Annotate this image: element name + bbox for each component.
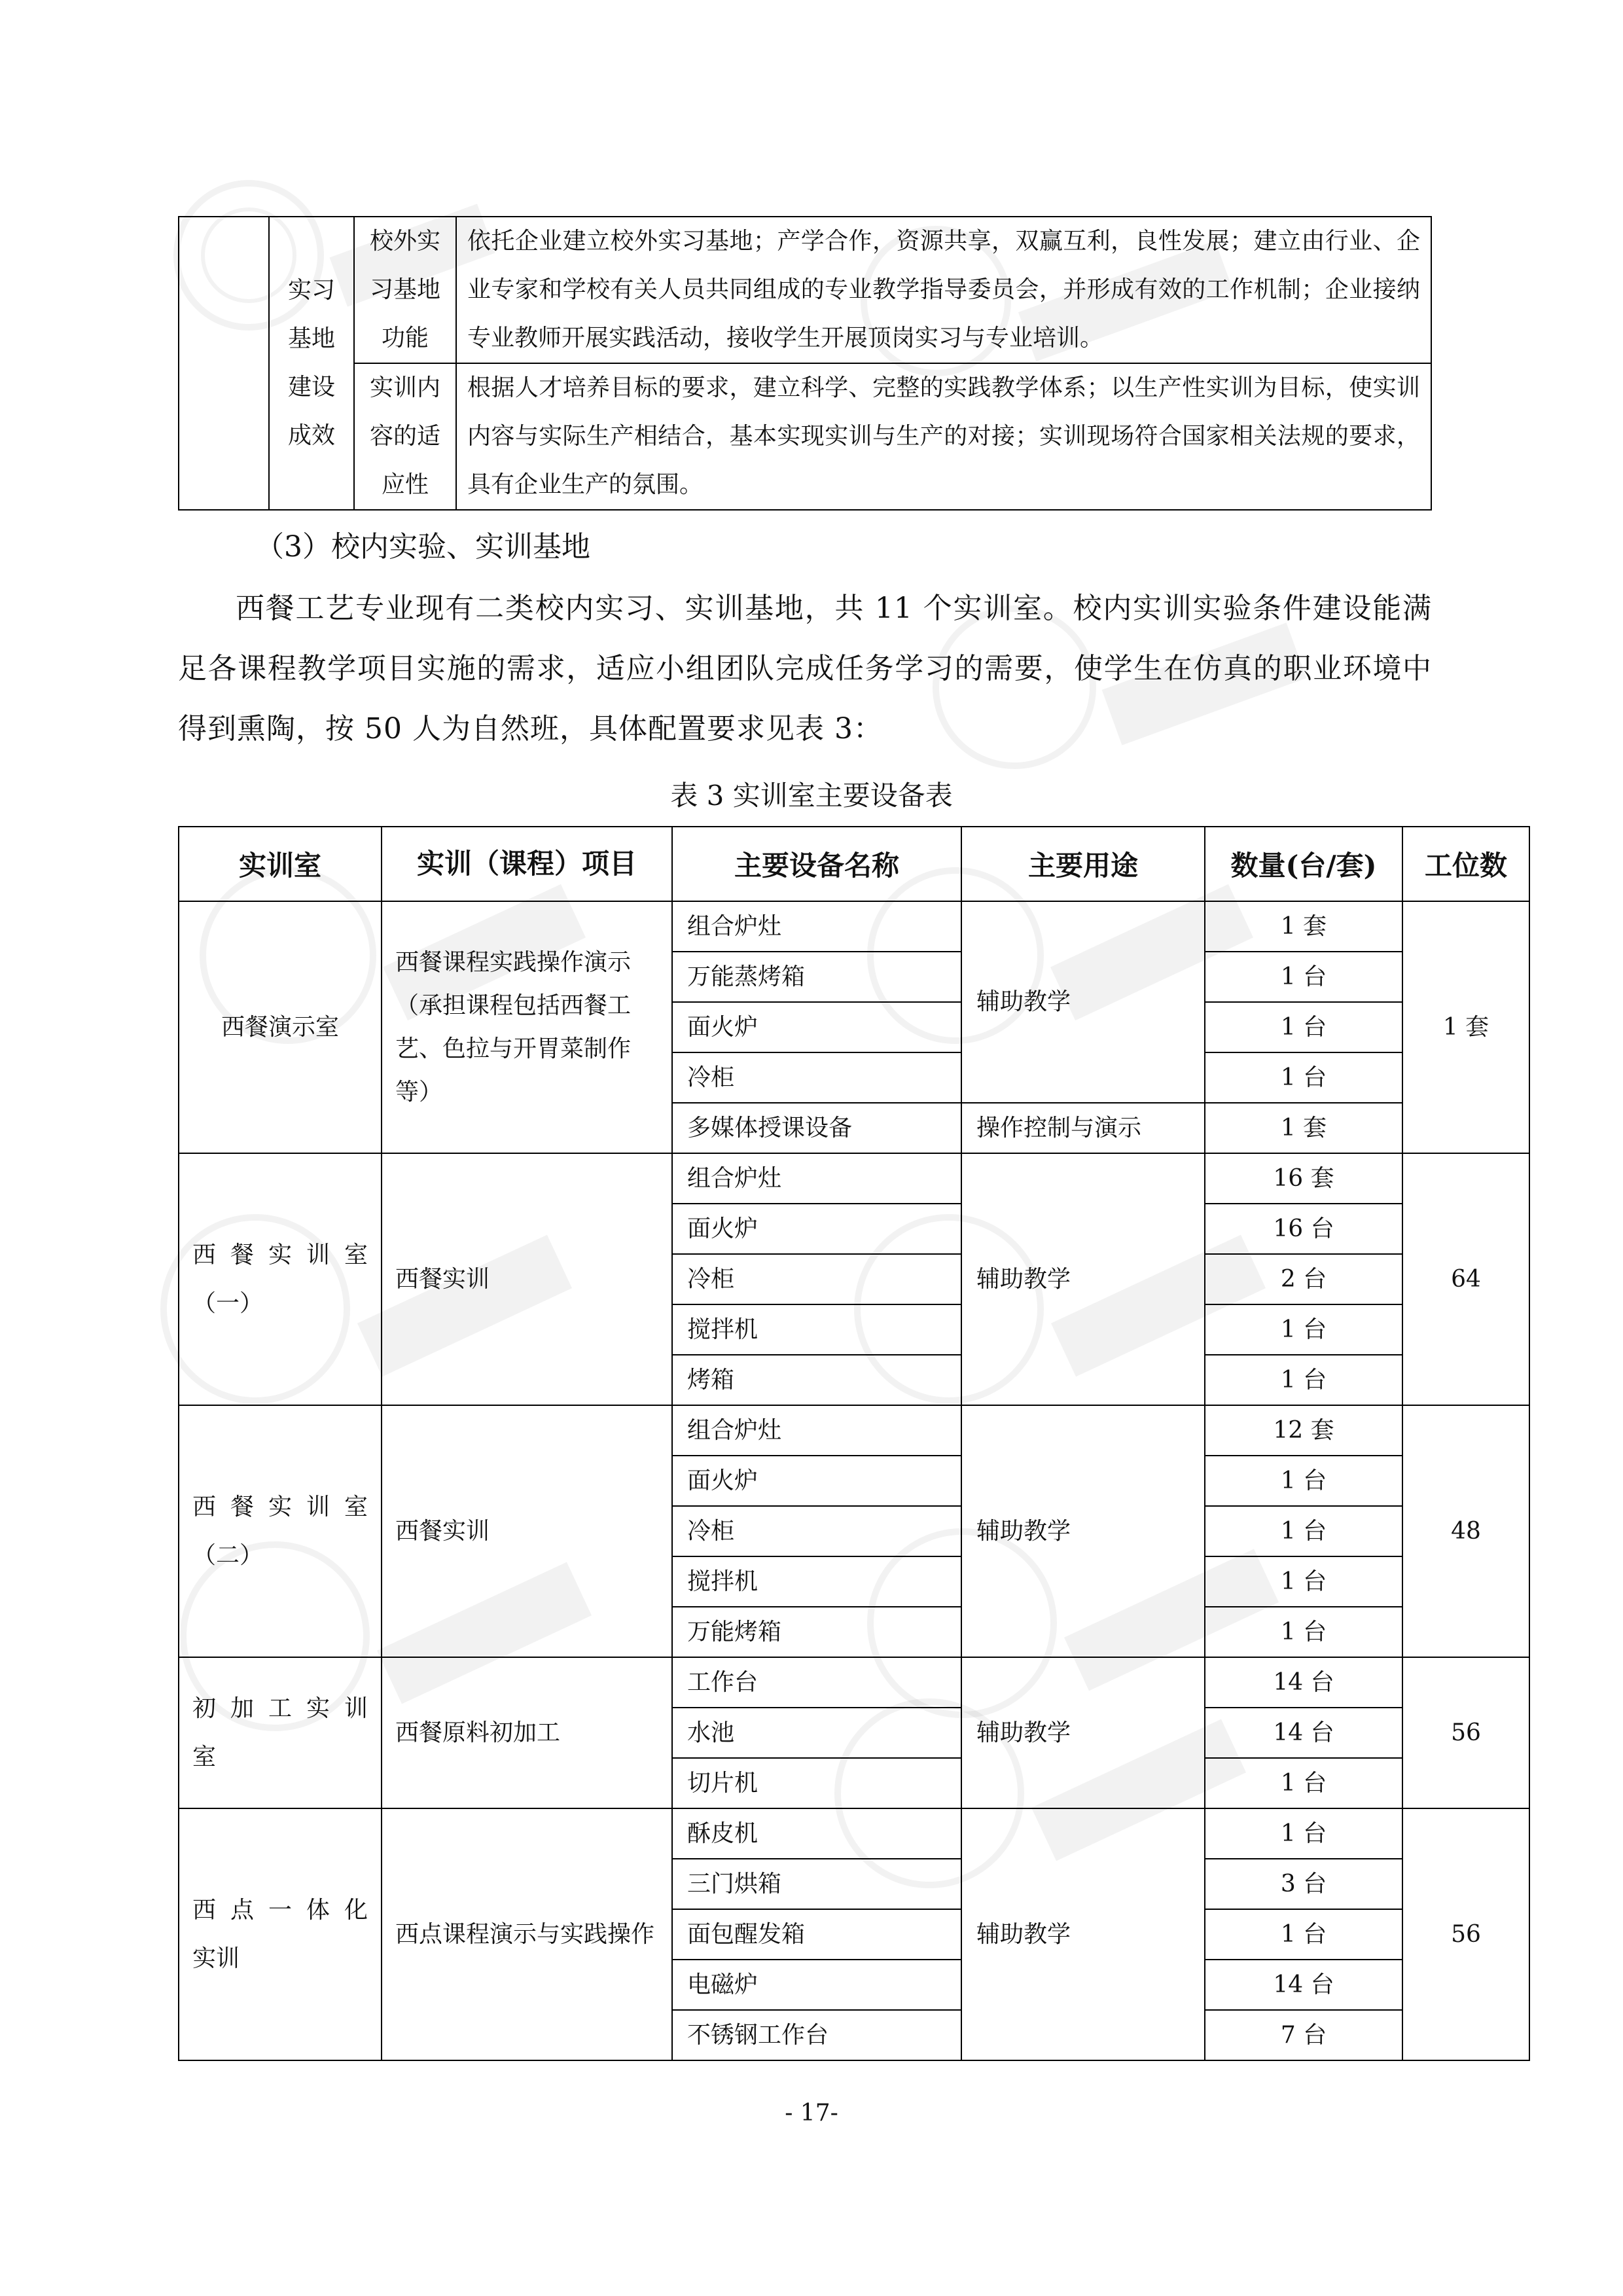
table-cell-blank <box>179 217 269 510</box>
quantity-cell: 1 台 <box>1205 1808 1402 1859</box>
header-room: 实训室 <box>179 827 382 901</box>
room-cell: 初 加 工 实 训 室 <box>179 1657 382 1808</box>
equipment-name-cell: 水池 <box>672 1708 961 1758</box>
equipment-name-cell: 烤箱 <box>672 1355 961 1405</box>
quantity-cell: 14 台 <box>1205 1657 1402 1708</box>
equipment-table <box>178 826 1530 2061</box>
description-cell: 依托企业建立校外实习基地；产学合作，资源共享，双赢互利，良性发展；建立由行业、企业专家和学校有关人员共同组成的专业教学指导委员会，并形成有效的工作机制；企业接纳专业教师开展实践活动，接收学生开展顶岗实习与专业培训。 <box>456 217 1431 363</box>
equipment-name-cell: 切片机 <box>672 1758 961 1808</box>
quantity-cell: 2 台 <box>1205 1254 1402 1304</box>
equipment-name-cell: 冷柜 <box>672 1506 961 1556</box>
room-cell: 西 餐 实 训 室（二） <box>179 1405 382 1657</box>
project-cell: 西点课程演示与实践操作 <box>382 1808 672 2060</box>
table-row <box>179 1808 1529 1859</box>
header-quantity: 数量(台/套) <box>1205 827 1402 901</box>
quantity-cell: 1 台 <box>1205 1909 1402 1960</box>
use-cell: 操作控制与演示 <box>961 1103 1205 1153</box>
equipment-name-cell: 冷柜 <box>672 1052 961 1103</box>
project-cell: 西餐原料初加工 <box>382 1657 672 1808</box>
equipment-name-cell: 搅拌机 <box>672 1304 961 1355</box>
equipment-name-cell: 电磁炉 <box>672 1960 961 2010</box>
category-label: 实习基地建设成效 <box>287 277 335 449</box>
table-row <box>179 363 1431 510</box>
table-row <box>179 901 1529 952</box>
table-row <box>179 1153 1529 1204</box>
equipment-name-cell: 冷柜 <box>672 1254 961 1304</box>
equipment-name-cell: 工作台 <box>672 1657 961 1708</box>
room-cell: 西餐演示室 <box>179 901 382 1153</box>
equipment-name-cell: 组合炉灶 <box>672 901 961 952</box>
equipment-name-cell: 不锈钢工作台 <box>672 2010 961 2060</box>
equipment-name-cell: 组合炉灶 <box>672 1405 961 1456</box>
quantity-cell: 1 台 <box>1205 1355 1402 1405</box>
equipment-name-cell: 搅拌机 <box>672 1556 961 1607</box>
stations-cell: 1 套 <box>1402 901 1529 1153</box>
room-cell: 西 点 一 体 化 实训 <box>179 1808 382 2060</box>
use-cell: 辅助教学 <box>961 1153 1205 1405</box>
stations-cell: 56 <box>1402 1657 1529 1808</box>
equipment-name-cell: 面包醒发箱 <box>672 1909 961 1960</box>
description-cell: 根据人才培养目标的要求，建立科学、完整的实践教学体系；以生产性实训为目标，使实训内容与实际生产相结合，基本实现实训与生产的对接；实训现场符合国家相关法规的要求，具有企业生产的氛围。 <box>456 363 1431 510</box>
quantity-cell: 16 套 <box>1205 1153 1402 1204</box>
quantity-cell: 3 台 <box>1205 1859 1402 1909</box>
room-cell: 西 餐 实 训 室（一） <box>179 1153 382 1405</box>
quantity-cell: 1 套 <box>1205 1103 1402 1153</box>
equipment-table-body <box>179 901 1529 2060</box>
quantity-cell: 1 台 <box>1205 1556 1402 1607</box>
sub-label: 校外实习基地功能 <box>369 228 440 351</box>
project-cell: 西餐实训 <box>382 1405 672 1657</box>
quantity-cell: 1 台 <box>1205 952 1402 1002</box>
use-cell: 辅助教学 <box>961 1808 1205 2060</box>
table-header-row <box>179 827 1529 901</box>
use-cell: 辅助教学 <box>961 1657 1205 1808</box>
table-row <box>179 1657 1529 1708</box>
equipment-name-cell: 万能蒸烤箱 <box>672 952 961 1002</box>
category-cell <box>269 217 354 510</box>
sub-label-cell <box>354 217 456 363</box>
quantity-cell: 7 台 <box>1205 2010 1402 2060</box>
header-use: 主要用途 <box>961 827 1205 901</box>
table-row <box>179 217 1431 363</box>
quantity-cell: 1 台 <box>1205 1456 1402 1506</box>
page-number: - 17- <box>785 2100 838 2126</box>
quantity-cell: 1 套 <box>1205 901 1402 952</box>
equipment-name-cell: 酥皮机 <box>672 1808 961 1859</box>
quantity-cell: 1 台 <box>1205 1002 1402 1052</box>
equipment-name-cell: 面火炉 <box>672 1002 961 1052</box>
project-cell: 西餐课程实践操作演示（承担课程包括西餐工艺、色拉与开胃菜制作等） <box>382 901 672 1153</box>
header-project: 实训（课程）项目 <box>382 827 672 901</box>
quantity-cell: 1 台 <box>1205 1304 1402 1355</box>
header-stations: 工位数 <box>1402 827 1529 901</box>
equipment-name-cell: 多媒体授课设备 <box>672 1103 961 1153</box>
stations-cell: 48 <box>1402 1405 1529 1657</box>
quantity-cell: 1 台 <box>1205 1758 1402 1808</box>
sub-label-cell <box>354 363 456 510</box>
quantity-cell: 16 台 <box>1205 1204 1402 1254</box>
header-equipment: 主要设备名称 <box>672 827 961 901</box>
table-caption: 表 3 实训室主要设备表 <box>670 780 953 812</box>
equipment-name-cell: 面火炉 <box>672 1204 961 1254</box>
quantity-cell: 1 台 <box>1205 1052 1402 1103</box>
base-outcome-table <box>178 216 1432 511</box>
intro-paragraph: 西餐工艺专业现有二类校内实习、实训基地，共 11 个实训室。校内实训实验条件建设能满足各课程教学项目实施的需求，适应小组团队完成任务学习的需要，使学生在仿真的职业环境中得到熏陶，按 50 人为自然班，具体配置要求见表 3： <box>178 592 1432 745</box>
sub-label: 实训内容的适应性 <box>369 374 440 498</box>
quantity-cell: 1 台 <box>1205 1506 1402 1556</box>
stations-cell: 64 <box>1402 1153 1529 1405</box>
quantity-cell: 14 台 <box>1205 1960 1402 2010</box>
use-cell: 辅助教学 <box>961 1405 1205 1657</box>
quantity-cell: 14 台 <box>1205 1708 1402 1758</box>
quantity-cell: 12 套 <box>1205 1405 1402 1456</box>
quantity-cell: 1 台 <box>1205 1607 1402 1657</box>
stations-cell: 56 <box>1402 1808 1529 2060</box>
project-cell: 西餐实训 <box>382 1153 672 1405</box>
equipment-name-cell: 万能烤箱 <box>672 1607 961 1657</box>
equipment-name-cell: 组合炉灶 <box>672 1153 961 1204</box>
table-row <box>179 1405 1529 1456</box>
equipment-name-cell: 面火炉 <box>672 1456 961 1506</box>
equipment-name-cell: 三门烘箱 <box>672 1859 961 1909</box>
use-cell: 辅助教学 <box>961 901 1205 1103</box>
section-heading: （3）校内实验、实训基地 <box>255 530 590 564</box>
